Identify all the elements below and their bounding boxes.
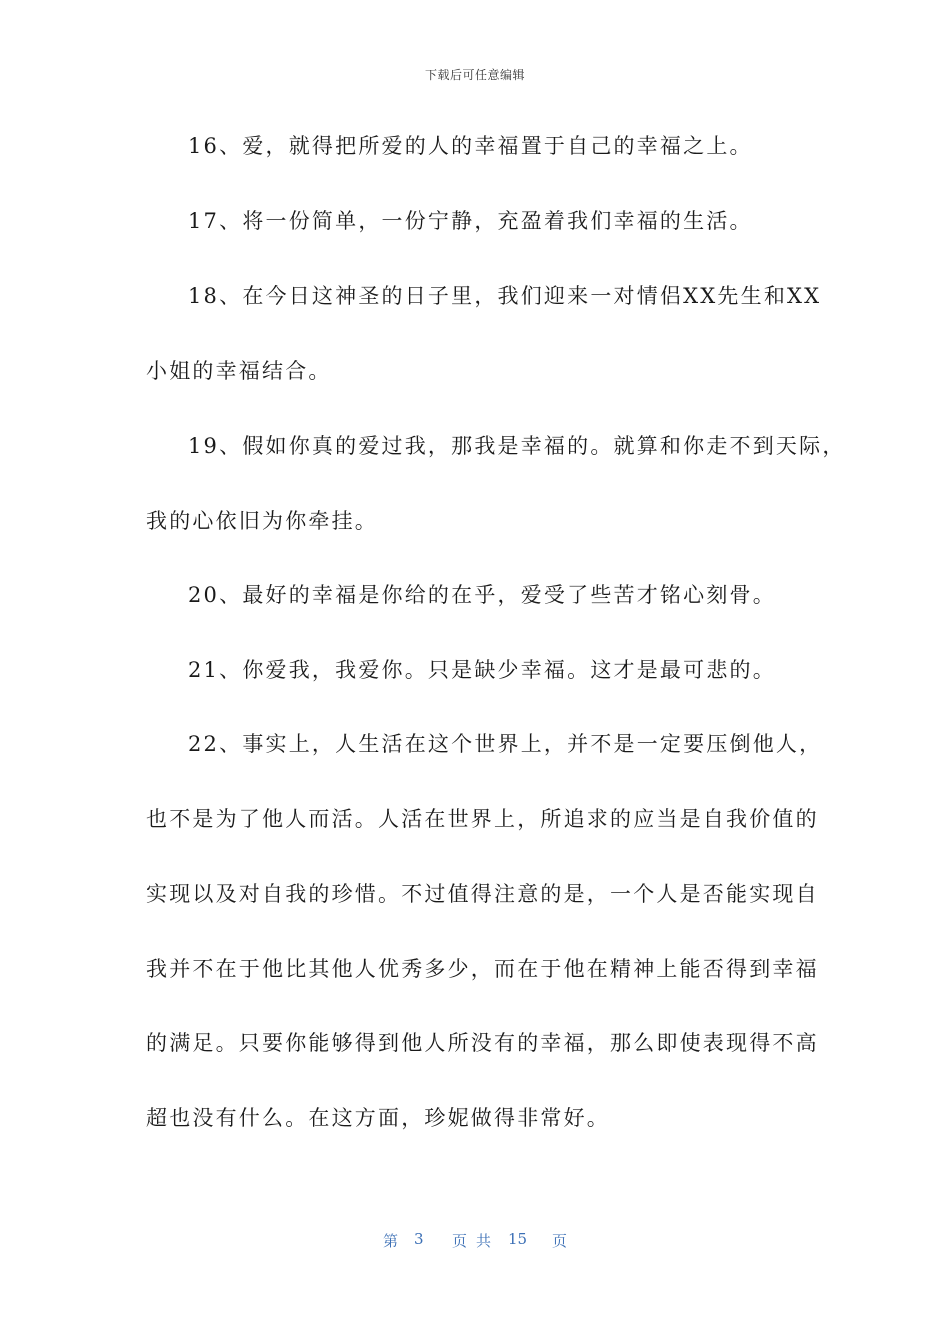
paragraph-22-line-4: 我并不在于他比其他人优秀多少，而在于他在精神上能否得到幸福	[146, 957, 819, 981]
total-unit: 页	[552, 1232, 568, 1250]
total-label: 共	[476, 1232, 492, 1250]
paragraph-22: 22、事实上，人生活在这个世界上，并不是一定要压倒他人，	[188, 732, 823, 756]
paragraph-22-line-3: 实现以及对自我的珍惜。不过值得注意的是，一个人是否能实现自	[146, 882, 819, 906]
total-pages: 15	[508, 1230, 528, 1248]
paragraph-21: 21、你爱我，我爱你。只是缺少幸福。这才是最可悲的。	[188, 658, 776, 682]
page-unit: 页	[452, 1232, 468, 1250]
paragraph-18: 18、在今日这神圣的日子里，我们迎来一对情侣XX先生和XX	[188, 284, 822, 308]
paragraph-18-continued: 小姐的幸福结合。	[146, 359, 332, 383]
page-header: 下载后可任意编辑	[424, 68, 525, 82]
paragraph-19-continued: 我的心依旧为你牵挂。	[146, 509, 378, 533]
paragraph-20: 20、最好的幸福是你给的在乎，爱受了些苦才铭心刻骨。	[188, 583, 776, 607]
paragraph-22-line-5: 的满足。只要你能够得到他人所没有的幸福，那么即使表现得不高	[146, 1031, 819, 1055]
paragraph-17: 17、将一份简单，一份宁静，充盈着我们幸福的生活。	[188, 209, 753, 233]
paragraph-22-line-6: 超也没有什么。在这方面，珍妮做得非常好。	[146, 1106, 610, 1130]
paragraph-19: 19、假如你真的爱过我，那我是幸福的。就算和你走不到天际，	[188, 434, 846, 458]
page-number: 3	[414, 1230, 424, 1248]
page-label: 第	[383, 1232, 399, 1250]
paragraph-16: 16、爱，就得把所爱的人的幸福置于自己的幸福之上。	[188, 134, 753, 158]
paragraph-22-line-2: 也不是为了他人而活。人活在世界上，所追求的应当是自我价值的	[146, 807, 819, 831]
